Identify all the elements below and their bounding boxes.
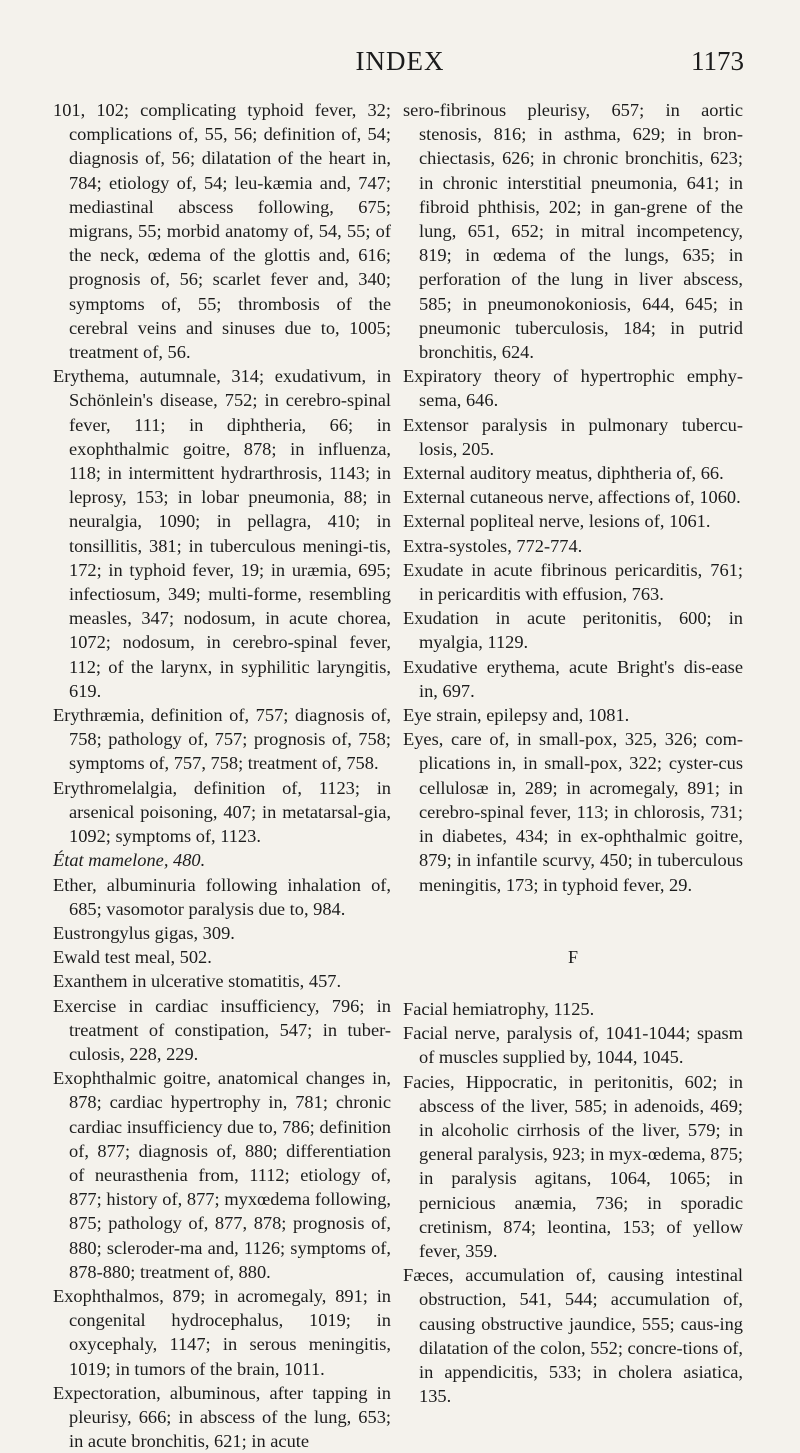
index-entry: Erythema, autumnale, 314; exudativum, in Schönlein's disease, 752; in cerebro-spinal fever, 111; in diphtheria, 66; in exophthalmic goitre, 878; in influenza, 118; in intermittent hydrarthrosis, 1143; in leprosy, 153; in lobar pneumonia, 88; in neuralgia, 1090; in pellagra, 410; in tonsillitis, 381; in tuberculous meningi-tis, 172; in typhoid fever, 19; in uræmia, 695; infectiosum, 349; multi-forme, resembling measles, 347; nodosum, in acute chorea, 1072; nodosum, in cerebro-spinal fever, 112; of the larynx, in syphilitic laryngitis, 619. — [53, 366, 391, 701]
index-entry: Erythromelalgia, definition of, 1123; in arsenical poisoning, 407; in metatarsal-gia, 1092; symptoms of, 1123. — [53, 777, 391, 847]
index-entry: Ewald test meal, 502. — [53, 947, 212, 968]
index-entry: Exanthem in ulcerative stomatitis, 457. — [53, 971, 342, 992]
page-title: INDEX — [355, 46, 445, 76]
index-entry: Exophthalmic goitre, anatomical changes in, 878; cardiac hypertrophy in, 781; chronic cardiac insufficiency due to, 786; definition of, 877; diagnosis of, 880; differentiation of neurasthenia from, 1112; etiology of, 877; history of, 877; myxœdema following, 875; pathology of, 877, 878; prognosis of, 880; scleroder-ma and, 1126; symptoms of, 878-880; treatment of, 880. — [53, 1068, 391, 1282]
index-entry: Eyes, care of, in small-pox, 325, 326; com-plications in, in small-pox, 322; cyster-cus cellulosæ in, 289; in acromegaly, 891; in cerebro-spinal fever, 113; in chlorosis, 731; in diabetes, 434; in ex-ophthalmic goitre, 879; in infantile scurvy, 450; in tuberculous meningitis, 173; in typhoid fever, 29. — [403, 729, 743, 895]
index-entry: Exercise in cardiac insufficiency, 796; in treatment of constipation, 547; in tuber-culosis, 228, 229. — [53, 995, 391, 1064]
index-entry: Erythræmia, definition of, 757; diagnosis of, 758; pathology of, 757; prognosis of, 758; symptoms of, 757, 758; treatment of, 758. — [53, 705, 391, 774]
page-number: 1173 — [691, 46, 744, 76]
index-entry: Exophthalmos, 879; in acromegaly, 891; in congenital hydrocephalus, 1019; in oxycephaly, 1147; in serous meningitis, 1019; in tumors of the brain, 1011. — [53, 1285, 391, 1379]
index-entry: Eustrongylus gigas, 309. — [53, 922, 235, 943]
right-column — [403, 98, 743, 1408]
left-column — [53, 98, 391, 1453]
index-entry: État mamelone, 480. — [53, 850, 206, 871]
index-entry: Facies, Hippocratic, in peritonitis, 602; in abscess of the liver, 585; in adenoids, 469; in alcoholic cirrhosis of the liver, 579; in general paralysis, 923; in myx-œdema, 875; in paralysis agitans, 1064, 1065; in pernicious anæmia, 736; in sporadic cretinism, 874; leontina, 153; of yellow fever, 359. — [403, 1071, 743, 1261]
index-entry: Eye strain, epilepsy and, 1081. — [403, 705, 630, 726]
index-entry: Exudative erythema, acute Bright's dis-ease in, 697. — [403, 656, 743, 701]
section-letter: F — [567, 946, 578, 967]
index-entry: External cutaneous nerve, affections of, 1060. — [403, 487, 741, 508]
index-entry: Exudate in acute fibrinous pericarditis, 761; in pericarditis with effusion, 763. — [403, 559, 743, 605]
index-entry: Facial hemiatrophy, 1125. — [403, 998, 595, 1019]
index-entry: Expiratory theory of hypertrophic emphy-sema, 646. — [403, 366, 743, 411]
index-entry: Fæces, accumulation of, causing intestinal obstruction, 541, 544; accumulation of, causing obstructive jaundice, 555; caus-ing dilatation of the colon, 552; concre-tions of, in appendicitis, 533; in cholera asiatica, 135. — [403, 1265, 743, 1407]
index-entry: Exudation in acute peritonitis, 600; in myalgia, 1129. — [403, 608, 743, 653]
right-column-entries-f — [403, 997, 743, 1408]
index-entry: Ether, albuminuria following inhalation of, 685; vasomotor paralysis due to, 984. — [53, 874, 391, 919]
index-entry: External popliteal nerve, lesions of, 1061. — [403, 511, 711, 532]
page-header — [0, 28, 800, 76]
index-entry: 101, 102; complicating typhoid fever, 32; complications of, 55, 56; definition of, 54; diagnosis of, 56; dilatation of the heart in, 784; etiology of, 54; leu-kæmia and, 747; mediastinal abscess following, 675; migrans, 55; morbid anatomy of, 54, 55; of the neck, œdema of the glottis and, 616; prognosis of, 56; scarlet fever and, 340; symptoms of, 55; thrombosis of the cerebral veins and sinuses due to, 1005; treatment of, 56. — [53, 100, 391, 363]
index-entry: External auditory meatus, diphtheria of, 66. — [403, 463, 724, 484]
index-entry: Facial nerve, paralysis of, 1041-1044; spasm of muscles supplied by, 1044, 1045. — [403, 1023, 743, 1068]
index-entry: Extensor paralysis in pulmonary tubercu-losis, 205. — [403, 414, 743, 459]
index-entry: sero-fibrinous pleurisy, 657; in aortic stenosis, 816; in asthma, 629; in bron-chiectasis, 626; in chronic bronchitis, 623; in chronic interstitial pneumonia, 641; in fibroid phthisis, 202; in gan-grene of the lung, 651, 652; in mitral incompetency, 819; in œdema of the lungs, 635; in perforation of the lung in liver abscess, 585; in pneumonokoniosis, 644, 645; in pneumonic tuberculosis, 184; in putrid bronchitis, 624. — [403, 100, 743, 363]
index-entry: Extra-systoles, 772-774. — [403, 535, 583, 556]
index-entry: Expectoration, albuminous, after tapping in pleurisy, 666; in abscess of the lung, 653; in acute bronchitis, 621; in acute — [53, 1382, 391, 1452]
right-column-entries-e — [403, 98, 743, 897]
